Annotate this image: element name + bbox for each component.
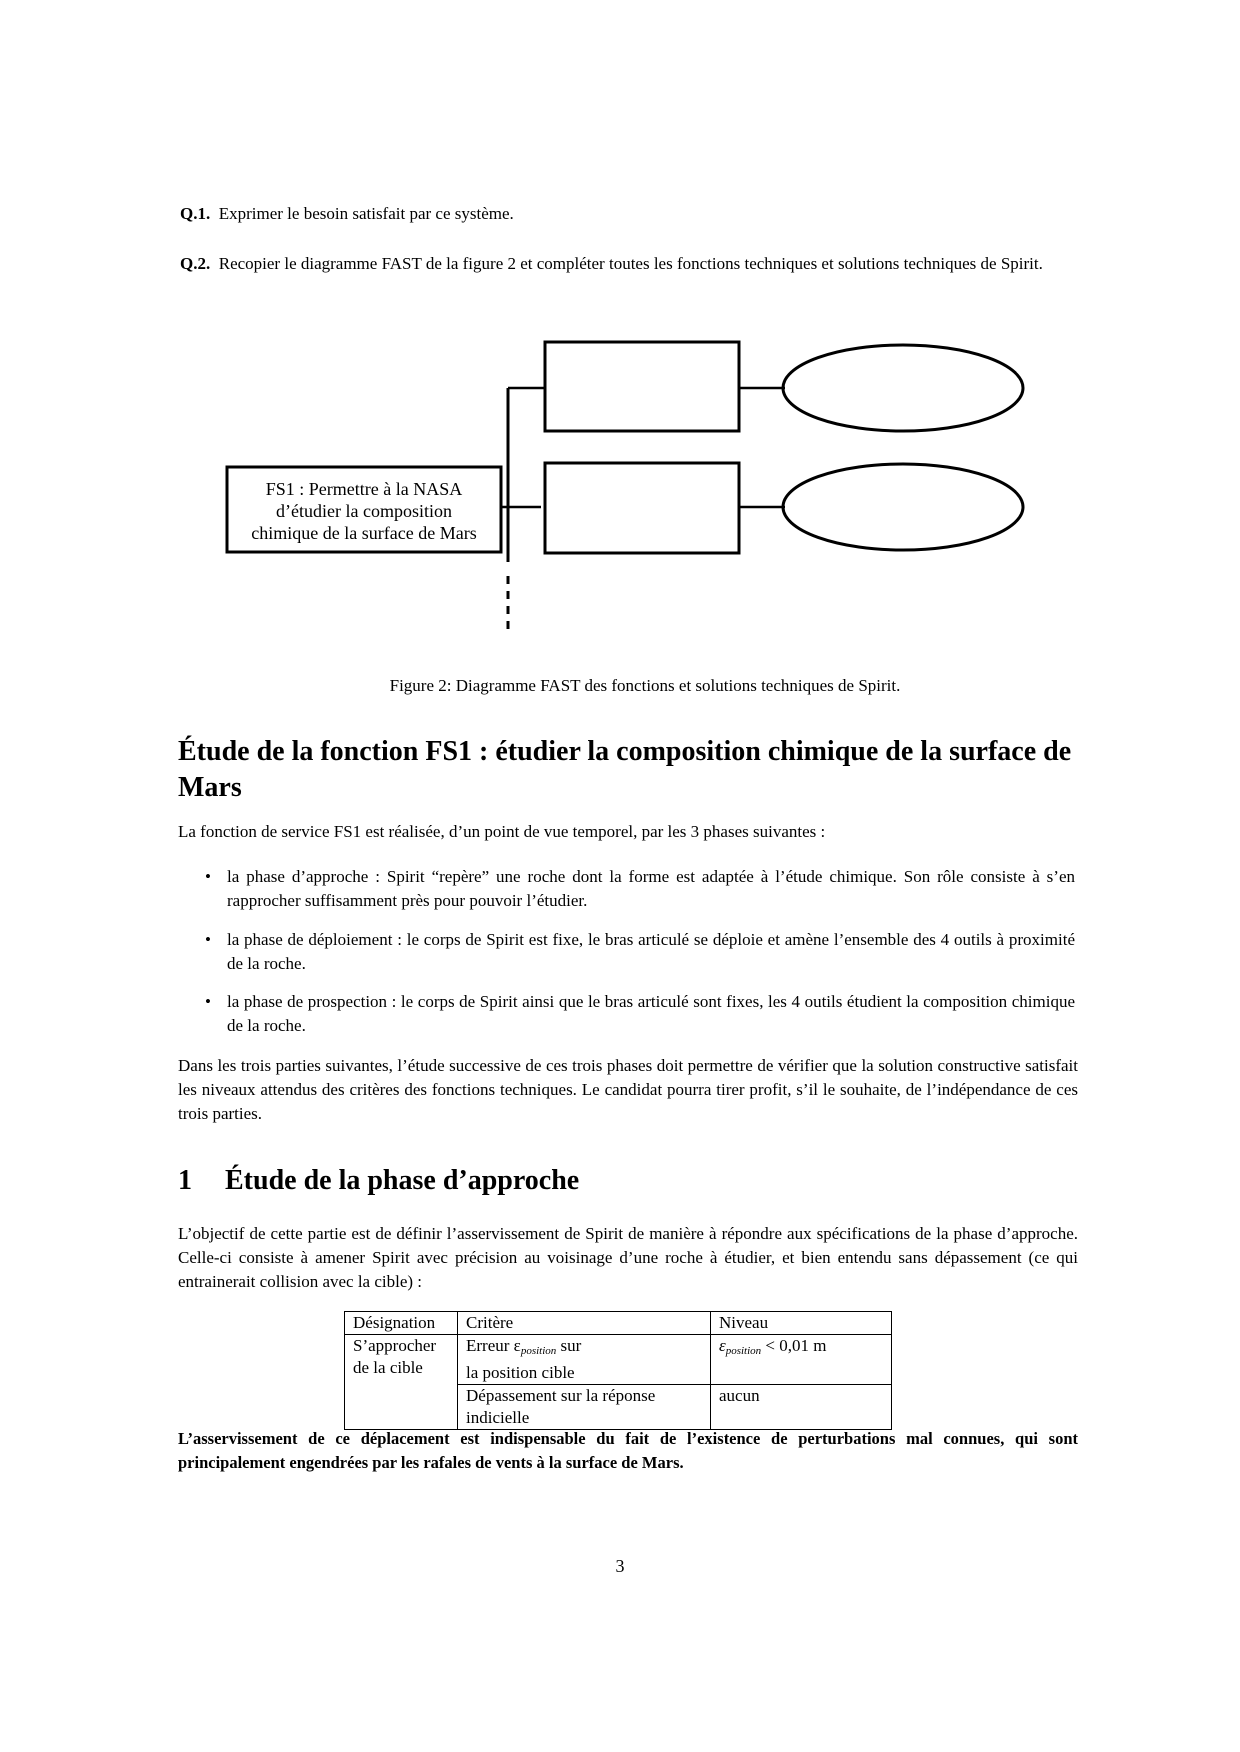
- niveau-1-suffix: < 0,01 m: [761, 1336, 827, 1355]
- spec-table: [344, 1311, 892, 1430]
- section-fs1-title: Étude de la fonction FS1 : étudier la composition chimique de la surface de Mars: [178, 736, 1072, 803]
- bullet-text: la phase d’approche : Spirit “repère” une roche dont la forme est adaptée à l’étude chimique. Son rôle consiste à s’en rapprocher suffisamment près pour pouvoir l’étudier.: [227, 867, 1075, 910]
- critere-2-line-1: Dépassement sur la réponse: [466, 1386, 656, 1405]
- bullet-text: la phase de prospection : le corps de Spirit ainsi que le bras articulé sont fixes, les 4 outils étudient la composition chimique de la roche.: [227, 992, 1075, 1035]
- table-header-row: [345, 1312, 892, 1335]
- bullet-item: [205, 928, 1075, 976]
- section-1-title: Étude de la phase d’approche: [225, 1165, 580, 1196]
- critere-1-suffix: sur: [556, 1336, 582, 1355]
- critere-cell-2: [458, 1385, 711, 1430]
- solution-ellipse-1: [783, 345, 1023, 431]
- fs1-label: [228, 478, 500, 544]
- function-box-1: [545, 342, 739, 431]
- bullet-text: la phase de déploiement : le corps de Spirit est fixe, le bras articulé se déploie et amène l’ensemble des 4 outils à proximité de la roche.: [227, 930, 1075, 973]
- header-niveau: Niveau: [711, 1312, 892, 1335]
- section-fs1-intro: La fonction de service FS1 est réalisée, d’un point de vue temporel, par les 3 phases suivantes :: [178, 822, 826, 841]
- function-box-2: [545, 463, 739, 553]
- critere-1-sub: position: [520, 1345, 557, 1357]
- solution-ellipse-2: [783, 464, 1023, 550]
- section-fs1-closing: Dans les trois parties suivantes, l’étude successive de ces trois phases doit permettre de vérifier que la solution constructive satisfait les niveaux attendus des critères des fonctions techniques. Le candidat pourra tirer profit, s’il le souhaite, de l’indépendance de ces trois parties.: [178, 1056, 1078, 1123]
- question-1-number: Q.1.: [180, 204, 211, 223]
- fs1-line-1: FS1 : Permettre à la NASA: [265, 479, 463, 499]
- question-1-text: Exprimer le besoin satisfait par ce système.: [218, 204, 514, 223]
- question-2-number: Q.2.: [180, 254, 211, 273]
- header-critere: Critère: [458, 1312, 711, 1335]
- bullet-item: [205, 865, 1075, 913]
- figure-caption: Figure 2: Diagramme FAST des fonctions et solutions techniques de Spirit.: [389, 676, 901, 695]
- section-1-intro: L’objectif de cette partie est de définir l’asservissement de Spirit de manière à répondre aux spécifications de la phase d’approche. Celle-ci consiste à amener Spirit avec précision au voisinage d’une roche à étudier, et bien entendu sans dépassement (ce qui entrainerait collision avec la cible) :: [178, 1224, 1078, 1291]
- header-designation: Désignation: [345, 1312, 458, 1335]
- page-number: 3: [615, 1556, 625, 1576]
- fs1-line-2: d’étudier la composition: [276, 501, 452, 521]
- critere-1-prefix: Erreur ε: [466, 1336, 521, 1355]
- bullet-dot: •: [205, 867, 211, 886]
- section-1-heading: [178, 1163, 1088, 1199]
- niveau-1-sub: position: [725, 1345, 762, 1357]
- critere-1-line-2: la position cible: [466, 1363, 575, 1382]
- critere-2-line-2: indicielle: [466, 1408, 530, 1427]
- niveau-1-prefix: ε: [719, 1336, 726, 1355]
- bullet-dot: •: [205, 930, 211, 949]
- designation-line-2: de la cible: [353, 1358, 423, 1377]
- designation-line-1: S’approcher: [353, 1336, 437, 1355]
- section-1-closing: L’asservissement de ce déplacement est indispensable du fait de l’existence de perturbations mal connues, qui sont principalement engendrées par les rafales de vents à la surface de Mars.: [178, 1429, 1078, 1472]
- niveau-cell-2: aucun: [711, 1385, 892, 1430]
- question-2-text: Recopier le diagramme FAST de la figure 2 et compléter toutes les fonctions techniques et solutions techniques de Spirit.: [218, 254, 1043, 273]
- fs1-line-3: chimique de la surface de Mars: [251, 523, 477, 543]
- critere-cell-1: [458, 1335, 711, 1385]
- niveau-cell-1: [711, 1335, 892, 1385]
- bullet-dot: •: [205, 992, 211, 1011]
- fast-diagram: [0, 0, 1240, 700]
- bullet-item: [205, 990, 1075, 1038]
- section-1-number: 1: [178, 1165, 192, 1196]
- table-row: [345, 1335, 892, 1385]
- designation-cell: [345, 1335, 458, 1430]
